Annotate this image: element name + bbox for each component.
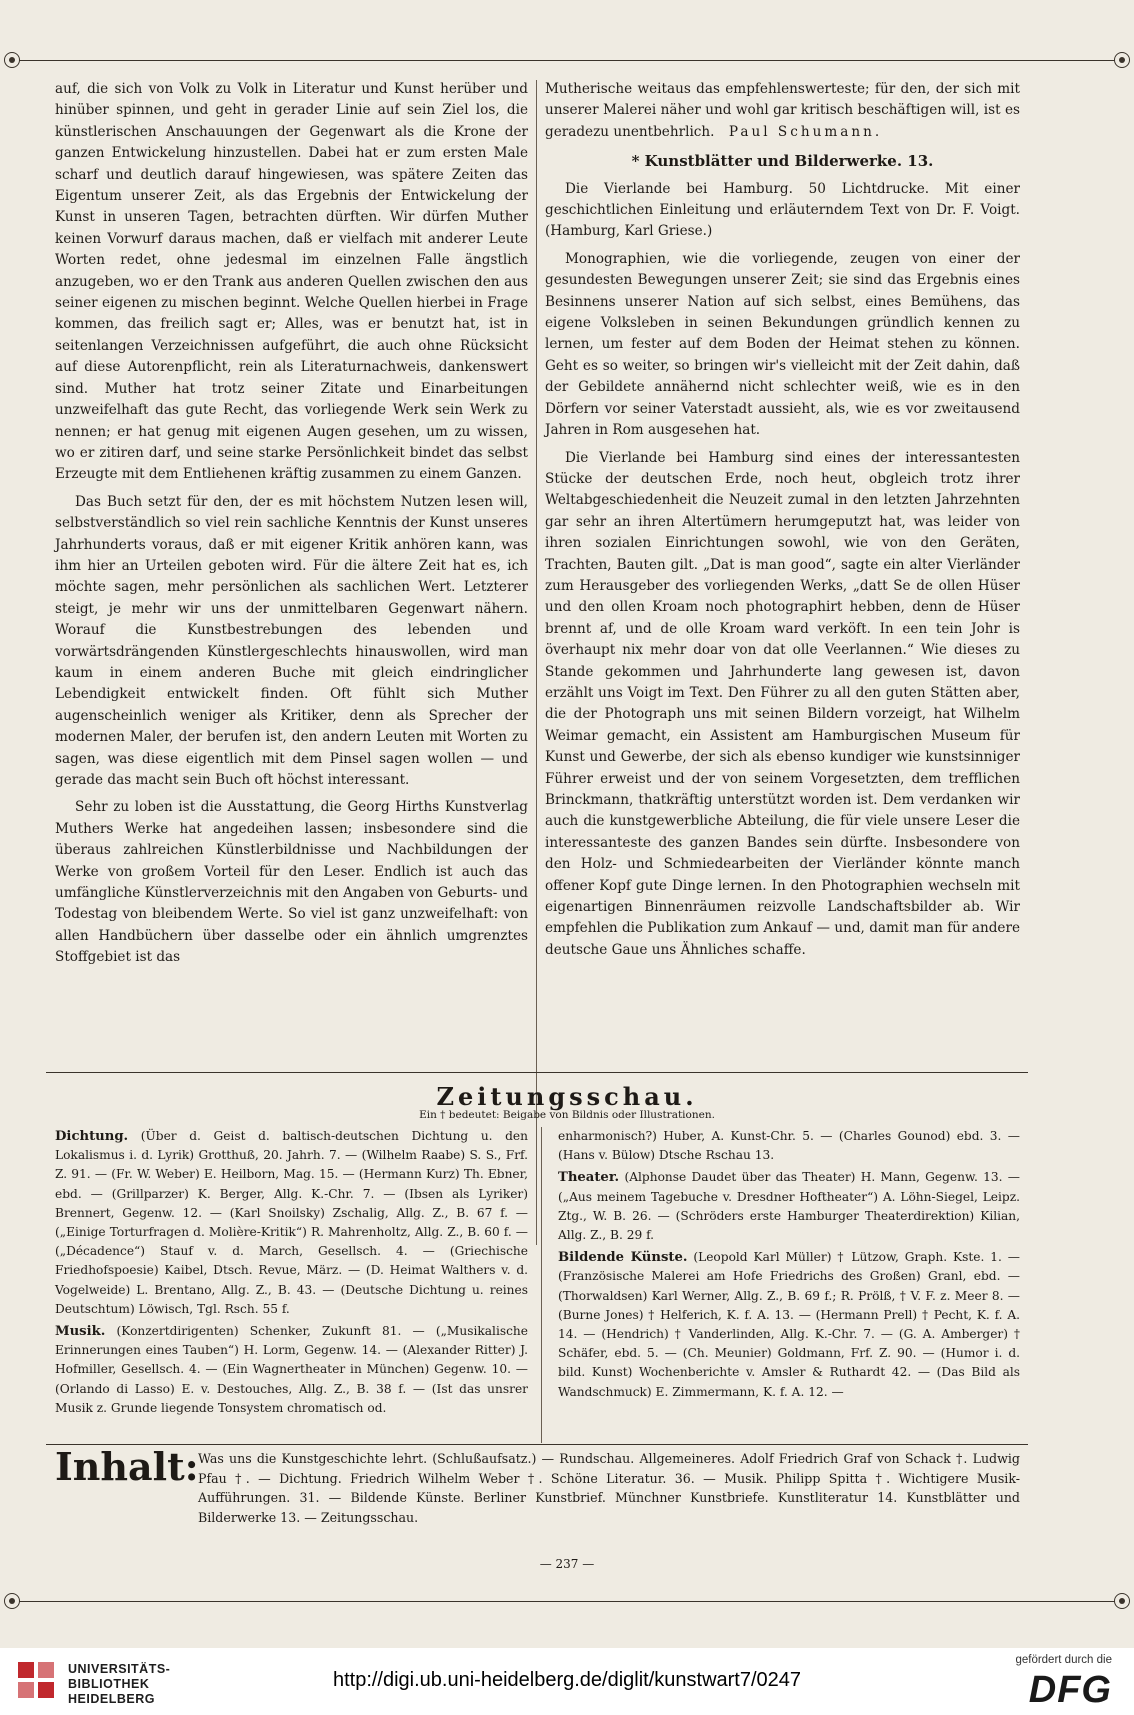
right-article-column [545,79,1020,967]
dfg-logo: DFG [1028,1669,1112,1711]
zeitungsschau-entry-dichtung: Dichtung. (Über d. Geist d. baltisch-deutschen Dichtung u. den Lokalismus i. d. Lyrik) Grotthuß, 20. Jahrh. 7. — (Wilhelm Raabe) S. S., Frf. Z. 91. — (Fr. W. Weber) E. Heilborn, Mag. 15. — (Hermann Kurz) Th. Ebner, ebd. — (Grillparzer) K. Berger, Allg. K.-Chr. 7. — (Ibsen als Lyriker) Brennert, Gegenw. 12. — (Karl Snoilsky) Zschalig, Allg. Z., B. 67 f. — („Einige Torturfragen d. Molière-Kritik“) R. Mahrenholtz, Allg. Z., B. 60 f. — („Décadence“) Stauf v. d. March, Gesellsch. 4. — (Griechische Friedhofspoesie) Kaibel, Dtsch. Revue, März. — (D. Heimat Walthers v. d. Vogelweide) L. Brentano, Allg. Z., B. 43. — (Deutsche Dichtung u. reines Deutschtum) Löwisch, Tgl. Rsch. 55 f. [55,1129,528,1316]
ornament-top-right-icon [1114,52,1130,68]
right-paragraph-2: Die Vierlande bei Hamburg sind eines der interessantesten Stücke der deutschen Erde, noch heut, obgleich trotz ihrer Weltabgeschiedenheit die Neuzeit zumal in den letzten Jahrzehnten gar sehr an ihren Altertümern herumgeputzt hat, was leider von ihren sozialen Einrichtungen sowohl, wie von den Geräten, Trachten, Bauten gilt. „Dat is man good“, sagte ein alter Vierländer zum Herausgeber des vorliegenden Werks, „datt Se de ollen Hüser und den ollen Kroam noch photographirt hebben, denn de Hüser brennt af, und de olle Kroam ward verköft. In een tein Johr is överhaupt nix mehr doar von dat olle Veerlannen.“ Wie dieses zu Stande gekommen und Jahrhunderte lang gewesen ist, davon erzählt uns Voigt im Text. Den Führer zu all den guten Stätten aber, die der Photograph uns mit seinen Bildern vorzeigt, hat Wilhelm Weimar gemacht, ein Assistent am Hamburgischen Museum für Kunst und Gewerbe, der sich als ebenso kundiger wie kunstsinniger Führer erweist und der von seinem Vorgesetzten, dem trefflichen Brinckmann, thatkräftig unterstützt worden ist. Dem verdanken wir auch die kunstgewerbliche Abteilung, die für viele unsere Leser die interessanteste des ganzen Bandes sein dürfte. Insbesondere von den Holz- und Schmiedearbeiten der Vierländer könnte manch offener Kopf gute Dinge lernen. In den Photographien wechseln mit eigenartigen Binnenräumen reizvolle Landschaftsbilder ab. Wir empfehlen die Publikation zum Ankauf — und, damit man für andere deutsche Gaue uns Ähnliches schaffe. [545,449,1020,958]
logo-line-2: BIBLIOTHEK [68,1677,150,1691]
logo-line-3: HEIDELBERG [68,1692,155,1706]
book-entry: Die Vierlande bei Hamburg. 50 Lichtdrucke. Mit einer geschichtlichen Einleitung und erläuterndem Text von Dr. F. Voigt. (Hamburg, Karl Griese.) [545,180,1020,240]
zeitungsschau-entry-musik: Musik. (Konzertdirigenten) Schenker, Zukunft 81. — („Musikalische Erinnerungen eines Tauben“) H. Lorm, Gegenw. 14. — (Alexander Ritter) J. Hofmiller, Gesellsch. 4. — (Ein Wagnertheater in München) Gegenw. 10. — (Orlando di Lasso) E. v. Destouches, Allg. Z., B. 38 f. — (Ist das unsrer Musik z. Grunde liegende Tonsystem chromatisch od. [55,1324,528,1415]
zeitungsschau-left-column [55,1127,528,1421]
column-divider [536,80,537,1245]
logo-line-1: UNIVERSITÄTS- [68,1662,171,1676]
zeitungsschau-title: Zeitungsschau. [436,1082,698,1111]
top-frame-rule [12,60,1122,61]
zeitungsschau-entry-theater: Theater. (Alphonse Daudet über das Theater) H. Mann, Gegenw. 13. — („Aus meinem Tagebuche v. Dresdner Hoftheater“) A. Löhn-Siegel, Leipz. Ztg., W. B. 26. — (Schröders erste Hamburger Theaterdirektion) Kilian, Allg. Z., B. 29 f. [558,1170,1020,1243]
ornament-top-left-icon [4,52,20,68]
dfg-funding-block[interactable] [980,1654,1120,1712]
ornament-bottom-left-icon [4,1593,20,1609]
zeitungsschau-note: Ein † bedeutet: Beigabe von Bildnis oder Illustrationen. [419,1109,715,1121]
zeitungsschau-entry-continued: enharmonisch?) Huber, A. Kunst-Chr. 5. — (Charles Gounod) ebd. 3. — (Hans v. Bülow) Dtsche Rschau 13. [558,1129,1020,1163]
section-rule-top [46,1072,1028,1073]
inhalt-label: Inhalt: [55,1444,199,1489]
left-article-column [55,79,528,975]
left-paragraph-1: auf, die sich von Volk zu Volk in Literatur und Kunst herüber und hinüber spinnen, und geht in gerader Linie auf sein Ziel los, die künstlerischen Anschauungen der Gegenwart als die Krone der ganzen Entwickelung hinzustellen. Dabei hat er zum ersten Male scharf und deutlich darauf hingewiesen, was spätere Zeiten das Eigentum unserer Zeit, als das Ergebnis der Entwickelung der Kunst in unseren Tagen, betrachten dürften. Wir dürfen Muther keinen Vorwurf daraus machen, daß er vielfach mit anderer Leute Worten redet, ohne jedesmal im einzelnen Falle ängstlich anzugeben, wo er den Trank aus anderen Quellen zwischen den aus seiner eigenen zu mischen beginnt. Welche Quellen hierbei in Frage kommen, das freilich sagt er; Alles, was er benutzt hat, ist in seitenlangen Verzeichnissen aufgeführt, die auch ohne Rücksicht auf diese Autorenpflicht, rein als Literaturnachweis, dankenswert sind. Muther hat trotz seiner Zitate und Einarbeitungen unzweifelhaft das gute Recht, das vorliegende Werk sein Werk zu nennen; er hat genug mit eigenen Augen gesehen, um zu wissen, wo er zitiren darf, und seine starke Persönlichkeit bindet das selbst Erzeugte mit dem Entliehenen kräftig zusammen zu einem Ganzen. [55,81,528,483]
zeitungsschau-divider [541,1127,542,1443]
section-heading-kunstblaetter: * Kunstblätter und Bilderwerke. 13. [631,152,934,171]
ornament-bottom-right-icon [1114,1593,1130,1609]
funding-credit: gefördert durch die [1015,1654,1112,1666]
author-signature: Paul Schumann. [728,123,883,140]
right-intro-paragraph: Mutherische weitaus das empfehlenswerteste; für den, der sich mit unserer Malerei näher und wohl gar kritisch beschäftigen will, ist es geradezu unentbehrlich. Paul Schumann. [545,81,1020,140]
zeitungsschau-entry-bildende-kuenste: Bildende Künste. (Leopold Karl Müller) † Lützow, Graph. Kste. 1. — (Französische Malerei am Hofe Friedrichs des Großen) Granl, ebd. — (Thorwaldsen) Karl Werner, Allg. Z., B. 69 f.; R. Prölß, † V. F. z. Meer 8. — (Burne Jones) † Helferich, K. f. A. 13. — (Hermann Prell) † Pecht, K. f. A. 14. — (Hendrich) † Vanderlinden, Allg. K.-Chr. 7. — (G. A. Amberger) † Schäfer, ebd. 5. — (Ch. Meunier) Goldmann, Frf. Z. 90. — (Humor i. d. bild. Kunst) Wochenberichte v. Amsler & Ruthardt 42. — (Das Bild als Wandschmuck) E. Zimmermann, K. f. A. 12. — [558,1250,1020,1399]
zeitungsschau-right-column [558,1127,1020,1405]
inhalt-text: Was uns die Kunstgeschichte lehrt. (Schlußaufsatz.) — Rundschau. Allgemeineres. Adolf Friedrich Graf von Schack †. Ludwig Pfau †. — Dichtung. Friedrich Wilhelm Weber †. Schöne Literatur. 36. — Musik. Philipp Spitta †. Wichtigere Musik-Aufführungen. 31. — Bildende Künste. Berliner Kunstbrief. Münchner Kunstbriefe. Kunstliteratur 14. Kunstblätter und Bilderwerke 13. — Zeitungsschau. [198,1451,1020,1525]
bottom-frame-rule [12,1601,1122,1602]
right-paragraph-1: Monographien, wie die vorliegende, zeugen von einer der gesundesten Bewegungen unserer Zeit; sie sind das Ergebnis eines Besinnens unserer Nation auf sich selbst, eines Bemühens, das eigene Volksleben in seinen Bekundungen gründlich kennen zu lernen, um fester auf dem Boden der Heimat stehen zu können. Geht es so weiter, so bringen wir's vielleicht mit der Zeit dahin, daß der Gebildete annähernd nicht schlechter weiß, wie es in den Dörfern vor seiner Vaterstadt aussieht, als, wie es vor zweitausend Jahren in Rom ausgesehen hat. [545,250,1020,439]
permalink-url[interactable]: http://digi.ub.uni-heidelberg.de/diglit/kunstwart7/0247 [332,1669,802,1691]
viewer-footer [0,1648,1134,1715]
page-number: — 237 — [539,1557,595,1571]
left-paragraph-2: Das Buch setzt für den, der es mit höchstem Nutzen lesen will, selbstverständlich so viel rein sachliche Kenntnis der Kunst unseres Jahrhunderts voraus, daß er mit eigener Kritik anhören kann, was ihm hier an Urteilen geboten wird. Für die ältere Zeit hat es, ich möchte sagen, mehr persönlichen als sachlichen Wert. Letzterer steigt, je mehr wir uns der unmittelbaren Gegenwart nähern. Worauf die Kunstbestrebungen des lebenden und vorwärtsdrängenden Künstlergeschlechts hinauswollen, wird man kaum in einem anderen Buche mit gleich eindringlicher Lebendigkeit entwickelt finden. Oft fühlt sich Muther augenscheinlich weniger als Kritiker, denn als Sprecher der modernen Maler, der berufen ist, den andern Leuten mit Worten zu sagen, was diese eigentlich mit dem Pinsel sagen wollen — und gerade das macht sein Buch oft höchst interessant. [55,493,528,788]
left-paragraph-3: Sehr zu loben ist die Ausstattung, die Georg Hirths Kunstverlag Muthers Werke hat angedeihen lassen; insbesondere sind die überaus zahlreichen Künstlerbildnisse und Nachbildungen der Werke von großem Vorteil für den Leser. Endlich ist auch das umfängliche Künstlerverzeichnis mit den Angaben von Geburts- und Todestag von bleibendem Werte. So viel ist ganz unzweifelhaft: von allen Handbüchern über dasselbe oder ein ähnlich umgrenztes Stoffgebiet ist das [55,799,528,966]
